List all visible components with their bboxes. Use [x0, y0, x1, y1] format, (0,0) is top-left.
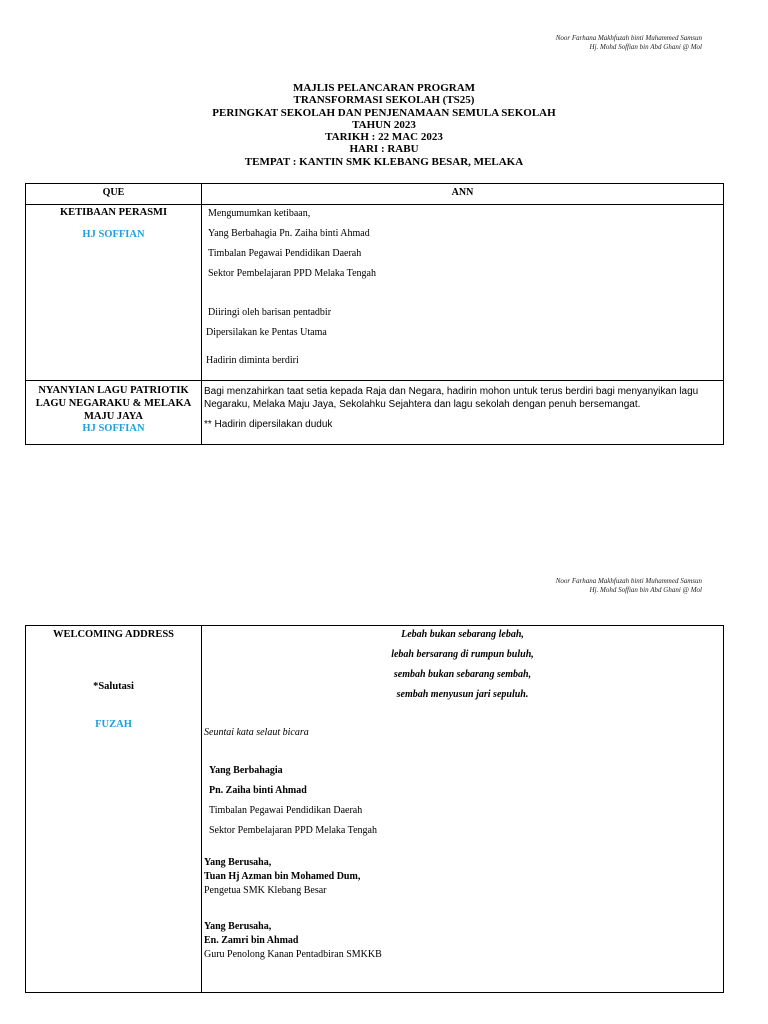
table-row — [26, 205, 724, 381]
author-name-2: Hj. Mohd Soffian bin Abd Ghani @ Mol — [589, 586, 702, 594]
program-table — [25, 183, 724, 445]
ann-line: Yang Berbahagia Pn. Zaiha binti Ahmad — [208, 228, 370, 239]
table-row — [26, 626, 724, 993]
title-line: TRANSFORMASI SEKOLAH (TS25) — [293, 94, 475, 107]
guest-honorific: Yang Berusaha, — [204, 921, 272, 932]
header-que: QUE — [26, 184, 202, 205]
author-name-1: Noor Farhana Makhfuzah binti Muhammed Samsun — [555, 577, 702, 585]
ann-line: Dipersilakan ke Pentas Utama — [206, 327, 327, 338]
guest-name: En. Zamri bin Ahmad — [204, 935, 299, 946]
mc-name: HJ SOFFIAN — [82, 423, 145, 434]
que-label: WELCOMING ADDRESS — [52, 629, 175, 640]
que-label: KETIBAAN PERASMI — [59, 207, 168, 218]
welcome-table — [25, 625, 724, 993]
title-line: TARIKH : 22 MAC 2023 — [325, 131, 443, 144]
ann-cell — [202, 626, 724, 993]
ann-line: Timbalan Pegawai Pendidikan Daerah — [208, 248, 362, 259]
title-line: TAHUN 2023 — [352, 118, 416, 131]
pantun-line: Lebah bukan sebarang lebah, — [401, 629, 524, 640]
ann-line: Mengumumkan ketibaan, — [208, 208, 311, 219]
mc-name: HJ SOFFIAN — [82, 229, 145, 240]
ann-line: ** Hadirin dipersilakan duduk — [204, 419, 333, 430]
header-ann: ANN — [202, 184, 724, 205]
ann-line: Hadirin diminta berdiri — [206, 355, 299, 366]
title-line: PERINGKAT SEKOLAH DAN PENJENAMAAN SEMULA SEKOLAH — [212, 106, 556, 119]
pantun-line: lebah bersarang di rumpun buluh, — [391, 649, 534, 660]
que-label: NYANYIAN LAGU PATRIOTIK LAGU NEGARAKU & MELAKA MAJU JAYA — [35, 385, 192, 422]
ann-line: Bagi menzahirkan taat setia kepada Raja dan Negara, hadirin mohon untuk terus berdiri bagi menyanyikan lagu Negaraku, Melaka Maju Jaya, Sekolahku Sejahtera dan lagu sekolah dengan penuh bersemangat. — [204, 386, 699, 410]
pantun-line: sembah bukan sebarang sembah, — [393, 669, 532, 680]
guest-honorific: Yang Berusaha, — [204, 857, 272, 868]
que-cell — [26, 626, 202, 993]
author-note-page2 — [556, 577, 702, 595]
title-line: MAJLIS PELANCARAN PROGRAM — [292, 82, 476, 94]
ann-cell — [202, 205, 724, 381]
table-header-row — [26, 184, 724, 205]
guest-title: Sektor Pembelajaran PPD Melaka Tengah — [209, 825, 377, 836]
table-row — [26, 381, 724, 445]
guest-name: Tuan Hj Azman bin Mohamed Dum, — [204, 871, 361, 882]
author-name-1: Noor Farhana Makhfuzah binti Muhammed Samsun — [555, 34, 702, 42]
guest-honorific: Yang Berbahagia — [209, 765, 283, 776]
guest-name: Pn. Zaiha binti Ahmad — [209, 785, 307, 796]
document-title — [0, 82, 768, 168]
que-cell — [26, 381, 202, 445]
ann-line: Sektor Pembelajaran PPD Melaka Tengah — [208, 268, 376, 279]
author-note-top — [556, 34, 702, 52]
que-cell — [26, 205, 202, 381]
guest-title: Timbalan Pegawai Pendidikan Daerah — [209, 805, 363, 816]
ann-line: Diiringi oleh barisan pentadbir — [208, 307, 332, 318]
pantun-line: sembah menyusun jari sepuluh. — [396, 689, 529, 700]
guest-title: Pengetua SMK Klebang Besar — [204, 885, 327, 896]
title-line: TEMPAT : KANTIN SMK KLEBANG BESAR, MELAKA — [244, 155, 524, 168]
ann-cell — [202, 381, 724, 445]
title-line: HARI : RABU — [349, 143, 419, 156]
guest-title: Guru Penolong Kanan Pentadbiran SMKKB — [204, 949, 382, 960]
mc-name: FUZAH — [95, 719, 132, 730]
author-name-2: Hj. Mohd Soffian bin Abd Ghani @ Mol — [589, 43, 702, 51]
salutation-label: *Salutasi — [93, 681, 134, 692]
intro-line: Seuntai kata selaut bicara — [204, 727, 309, 738]
